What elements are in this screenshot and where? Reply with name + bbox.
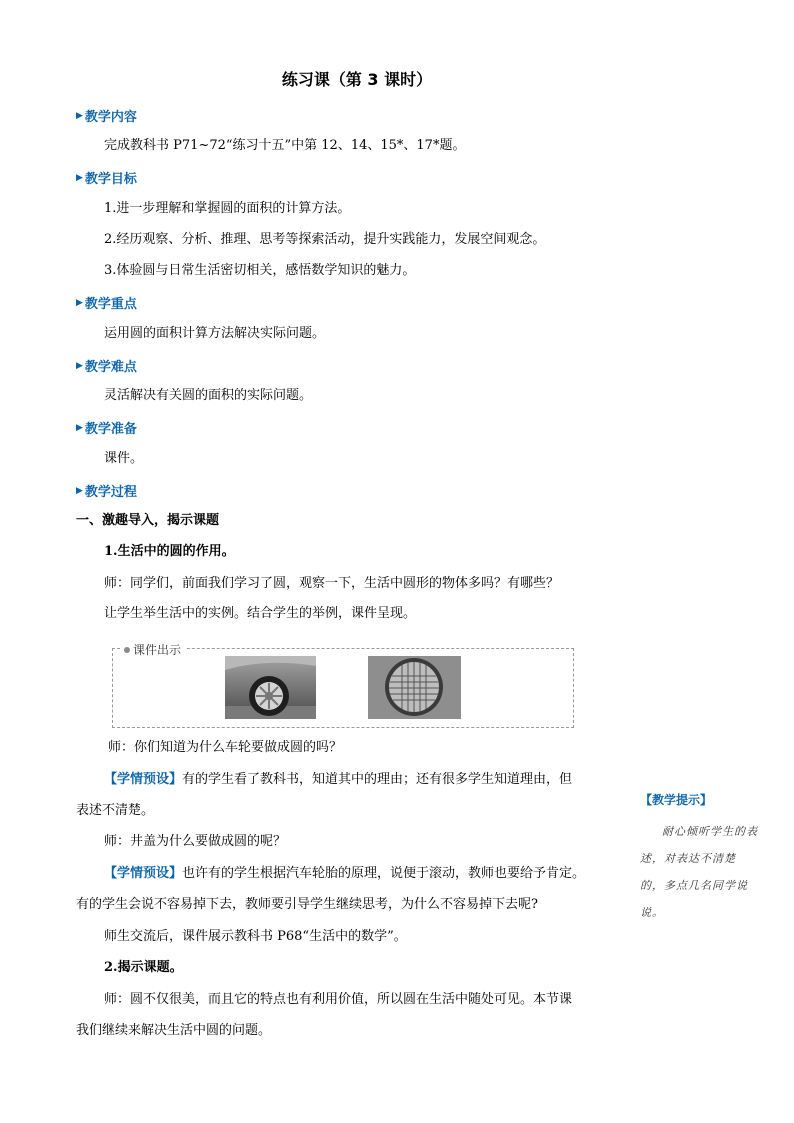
paragraph: 有的学生会说不容易掉下去，教师要引导学生继续思考，为什么不容易掉下去呢?: [76, 897, 538, 912]
paragraph: 师生交流后，课件展示教科书 P68“生活中的数学”。: [104, 929, 407, 944]
courseware-box: [112, 648, 574, 728]
situation-tag: 【学情预设】: [104, 772, 183, 787]
paragraph: 表述不清楚。: [76, 803, 155, 818]
triangle-bullet-icon: ▶: [76, 297, 83, 308]
key-text: 运用圆的面积计算方法解决实际问题。: [104, 326, 326, 341]
section-heading-content: ▶ 教学内容: [76, 110, 137, 125]
paragraph: 师：你们知道为什么车轮要做成圆的吗？: [108, 740, 343, 755]
section-heading-key: ▶ 教学重点: [76, 297, 137, 312]
dot-icon: [124, 647, 130, 653]
section-heading-goals: ▶ 教学目标: [76, 172, 137, 187]
section-heading-prep: ▶ 教学准备: [76, 422, 137, 437]
situation-tag: 【学情预设】: [104, 866, 183, 881]
courseware-label: 课件出示: [120, 641, 185, 658]
sub-heading: 2.揭示课题。: [104, 960, 183, 975]
triangle-bullet-icon: ▶: [76, 360, 83, 371]
paragraph: 【学情预设】有的学生看了教科书，知道其中的理由；还有很多学生知道理由，但: [104, 772, 573, 787]
paragraph: 师：圆不仅很美，而且它的特点也有利用价值，所以圆在生活中随处可见。本节课: [104, 992, 573, 1007]
triangle-bullet-icon: ▶: [76, 110, 83, 121]
goal-item: 1.进一步理解和掌握圆的面积的计算方法。: [104, 201, 351, 216]
paragraph: 师：同学们，前面我们学习了圆，观察一下，生活中圆形的物体多吗？有哪些？: [104, 576, 560, 591]
sidebar-text: 耐心倾听学生的表述，对表达不清楚的，多点几名同学说说。: [640, 825, 758, 919]
section-heading-difficulty: ▶ 教学难点: [76, 360, 137, 375]
triangle-bullet-icon: ▶: [76, 172, 83, 183]
content-text: 完成教科书 P71~72“练习十五”中第 12、14、15*、17*题。: [104, 138, 466, 153]
car-wheel-photo: [225, 656, 316, 719]
paragraph: 我们继续来解决生活中圆的问题。: [76, 1023, 272, 1038]
difficulty-text: 灵活解决有关圆的面积的实际问题。: [104, 388, 313, 403]
part-heading: 一、激趣导入，揭示课题: [76, 513, 220, 528]
manhole-cover-photo: [368, 656, 461, 719]
prep-text: 课件。: [104, 451, 144, 466]
page-title: 练习课（第 3 课时）: [281, 70, 433, 89]
goal-item: 3.体验圆与日常生活密切相关，感悟数学知识的魅力。: [104, 263, 416, 278]
goal-item: 2.经历观察、分析、推理、思考等探索活动，提升实践能力，发展空间观念。: [104, 232, 546, 247]
paragraph: 【学情预设】也许有的学生根据汽车轮胎的原理，说便于滚动，教师也要给予肯定。: [104, 866, 586, 881]
sidebar-title: 【教学提示】: [640, 793, 713, 807]
section-heading-process: ▶ 教学过程: [76, 485, 137, 500]
paragraph: 师：井盖为什么要做成圆的呢？: [104, 834, 287, 849]
sub-heading: 1.生活中的圆的作用。: [104, 544, 235, 559]
triangle-bullet-icon: ▶: [76, 485, 83, 496]
triangle-bullet-icon: ▶: [76, 422, 83, 433]
paragraph: 让学生举生活中的实例。结合学生的举例，课件呈现。: [104, 606, 417, 621]
